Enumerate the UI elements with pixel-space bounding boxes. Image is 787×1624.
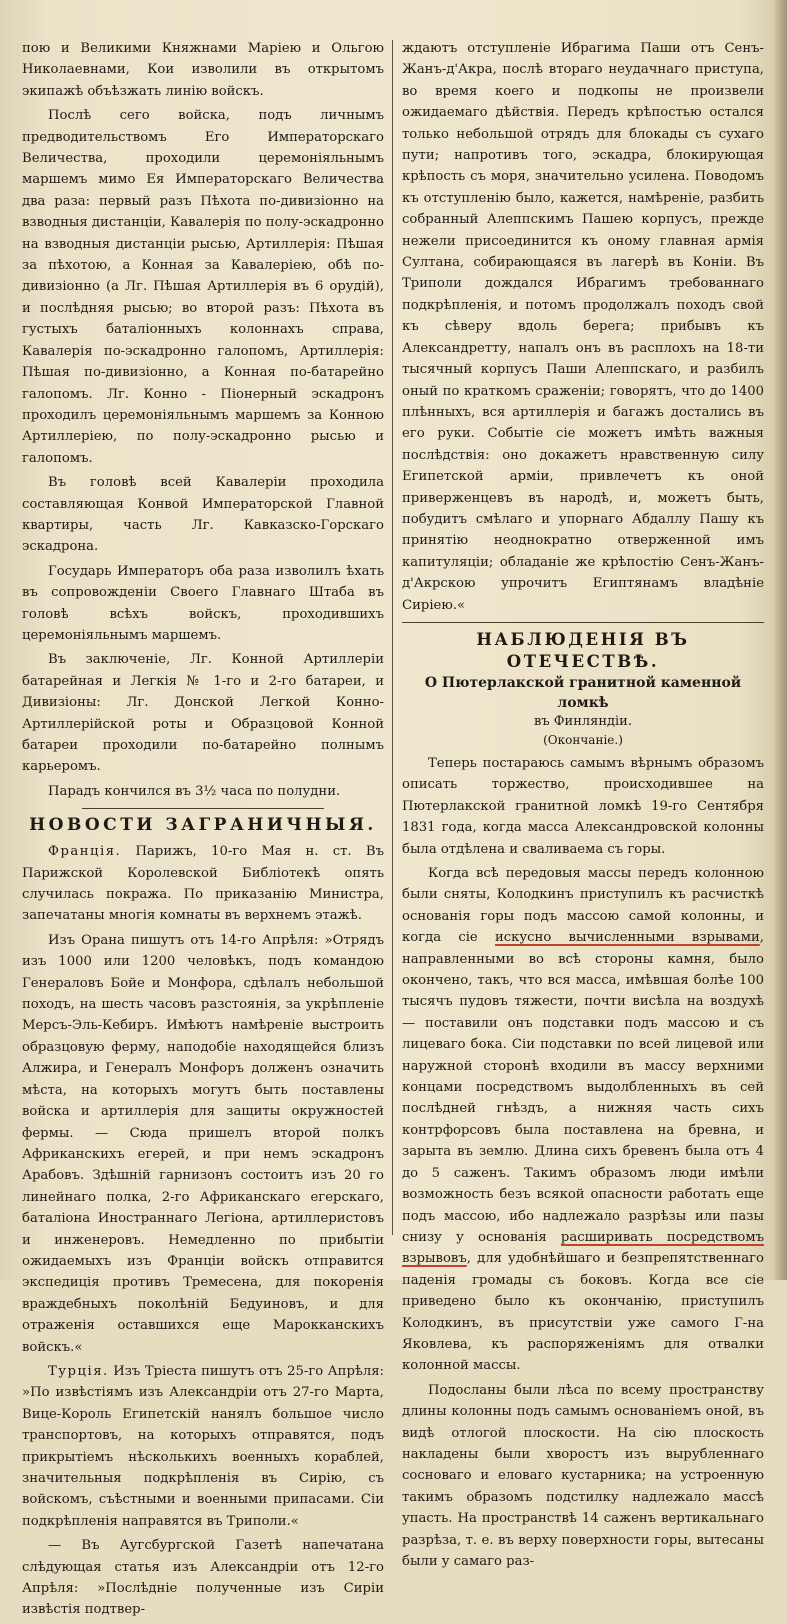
paragraph: Послѣ сего войска, подъ личнымъ предводительствомъ Его Императорскаго Величества, проходили церемонiяльнымъ маршемъ мимо Ея Императорскаго Величества два раза: первый разъ Пѣхота по-дивизiонно на взводныя дистанцiи, Кавалерiя по полу-эскадронно на взводныя дистанцiи рысью, Артиллерiя: Пѣшая за пѣхотою, а Конная за Кавалерiею, обѣ по-дивизiонно (а Лг. Пѣшая Артиллерiя въ 6 орудiй), и послѣдняя рысью; во второй разъ: Пѣхота въ густыхъ баталiонныхъ колоннахъ справа, Кавалерiя по-эскадронно галопомъ, Артиллерiя: Пѣшая по-дивизiонно, а Конная по-батарейно галопомъ. Лг. Конно - Пiонерный эскадронъ проходилъ церемонiяльнымъ маршемъ за Конною Артиллерiею, по полу-эскадронно рысью и галопомъ. bbox=[22, 108, 384, 466]
paragraph: пою и Великими Княжнами Марiею и Ольгою Николаевнами, Кои изволили въ открытомъ экипажѣ объѣзжать линiю войскъ. bbox=[22, 41, 384, 99]
paragraph: Изъ Орана пишутъ отъ 14-го Апрѣля: »Отрядъ изъ 1000 или 1200 человѣкъ, подъ командою Генераловъ Бойе и Монфора, сдѣлалъ небольшой походъ, на шесть часовъ разстоянiя, за укрѣпленiе Мерсъ-Эль-Кебиръ. Имѣютъ намѣренiе выстроить образцовую ферму, наподобiе находящейся близъ Алжира, и Генералъ Монфоръ долженъ означить мѣста, на которыхъ могутъ быть поставлены войска и артиллерiя для защиты окружностей фермы. — Сюда пришелъ второй полкъ Африканскихъ егерей, и при немъ эскадронъ Арабовъ. Здѣшнiй гарнизонъ состоитъ изъ 20 го линейнаго полка, 2-го Африканскаго егерскаго, баталiона Иностраннаго Легiона, артиллеристовъ и инженеровъ. Немедленно по прибытiи ожидаемыхъ изъ Францiи войскъ отправится экспедицiя противъ Тремесена, для покоренiя враждебныхъ поколѣнiй Бедуиновъ, и для отраженiя оставшихся еще Марокканскихъ войскъ.« bbox=[22, 932, 384, 1355]
article-title: О Пютерлакской гранитной каменной ломкѣ bbox=[424, 674, 742, 711]
country-label: Францiя. bbox=[48, 844, 122, 860]
country-label: Турцiя. bbox=[48, 1363, 109, 1379]
section-divider bbox=[82, 808, 324, 809]
left-column bbox=[22, 38, 384, 1624]
column-divider bbox=[392, 40, 393, 1235]
paragraph-france bbox=[22, 841, 384, 927]
page-edge-shadow bbox=[773, 0, 787, 1280]
news-heading: НОВОСТИ ЗАГРАНИЧНЫЯ. bbox=[29, 815, 377, 836]
paragraph: Парадъ кончился въ 3½ часа по полудни. bbox=[48, 783, 341, 799]
right-column bbox=[402, 38, 764, 1575]
paragraph-text: , для удобнѣйшаго и безпрепятственнаго паденiя громады съ боковъ. Когда все сiе приведено было къ окончанiю, приступилъ Колодкинъ, въ присутствiи уже самого Г-на Яковлева, къ распоряженiямъ для отвалки колонной массы. bbox=[402, 1251, 764, 1374]
paragraph: Подосланы были лѣса по всему пространству длины колонны подъ самымъ основанiемъ оной, въ видѣ отлогой плоскости. На сiю плоскость накладены были хворостъ изъ вырубленнаго сосноваго и еловаго кустарника; на устроенную такимъ образомъ подстилку надлежало массѣ упасть. На пространствѣ 14 саженъ вертикальнаго разрѣза, т. е. въ верху поверхности горы, вытесаны были у самаго раз- bbox=[402, 1382, 764, 1569]
continuation-note: (Окончанiе.) bbox=[543, 732, 623, 747]
paragraph-turkey bbox=[22, 1361, 384, 1532]
paragraph-text: Когда всѣ передовыя массы передъ колонною были сняты, Колодкинъ приступилъ къ расчисткѣ основанiя горы подъ массою самой колонны, и когда сiе bbox=[402, 866, 764, 946]
section-divider bbox=[402, 622, 764, 623]
red-underline-annotation: искусно вычисленными взрывами bbox=[494, 930, 760, 946]
paragraph: Теперь постараюсь самымъ вѣрнымъ образомъ описать торжество, происходившее на Пютерлакской гранитной ломкѣ 19-го Сентября 1831 года, когда масса Александровской колонны была отдѣлена и сваливаема съ горы. bbox=[402, 755, 764, 857]
paragraph: Въ заключенiе, Лг. Конной Артиллерiи батарейная и Легкiя № 1-го и 2-го батареи, и Дивизiоны: Лг. Донской Легкой Конно-Артиллерiйской роты и Образцовой Конной батареи проходили по-батарейно полнымъ карьеромъ. bbox=[22, 652, 384, 775]
paragraph: — Въ Аугсбургской Газетѣ напечатана слѣдующая статья изъ Александрiи отъ 12-го Апрѣля: »Послѣднiе полученные изъ Сирiи извѣстiя подтвер- bbox=[22, 1538, 384, 1618]
paragraph: ждаютъ отступленiе Ибрагима Паши отъ Сенъ-Жанъ-д'Акра, послѣ втораго неудачнаго приступа, во время коего и подкопы не произвели ожидаемаго дѣйствiя. Передъ крѣпостью остался только небольшой отрядъ для блокады съ сухаго пути; напротивъ того, эскадра, блокирующая крѣпость съ моря, значительно усилена. Поводомъ къ отступленiю было, кажется, намѣренiе, разбить собранный Алеппскимъ Пашею корпусъ, прежде нежели присоединится къ оному главная армiя Султана, собирающаяся въ лагерѣ въ Конiи. Въ Триполи дождался Ибрагимъ требованнаго подкрѣпленiя, и потомъ продолжалъ походъ свой къ сѣверу вдоль берега; прибывъ къ Александретту, напалъ онъ въ расплохъ на 18-ти тысячный корпусъ Паши Алеппскаго, и разбилъ оный по краткомъ сраженiи; говорятъ, что до 1400 плѣнныхъ, вся артиллерiя и багажъ достались въ его руки. Событiе сiе можетъ имѣть важныя послѣдствiя: оно докажетъ нравственную силу Египетской армiи, привлечетъ къ оной приверженцевъ въ народѣ, и, можетъ быть, побудитъ смѣлаго и упорнаго Абдаллу Пашу къ принятiю неоднократно отверженной имъ капитуляцiи; обладанiе же крѣпостiю Сенъ-Жанъ-д'Акрскою упрочитъ Египтянамъ владѣнiе Сирiею.« bbox=[402, 41, 764, 613]
paragraph: Въ головѣ всей Кавалерiи проходила составляющая Конвой Императорской Главной квартиры, часть Лг. Кавказско-Горскаго эскадрона. bbox=[22, 475, 384, 555]
article-subtitle: въ Финляндiи. bbox=[534, 713, 632, 729]
paragraph: Государь Императоръ оба раза изволилъ ѣхать въ сопровожденiи Своего Главнаго Штаба въ головѣ всѣхъ войскъ, проходившихъ церемонiяльнымъ маршемъ. bbox=[22, 563, 384, 643]
paragraph-text: , направленными во всѣ стороны камня, было окончено, такъ, что вся масса, имѣвшая болѣе 100 тысячъ пудовъ тяжести, почти висѣла на воздухѣ — поставили онъ подставки подъ массою и съ лицеваго бока. Сiи подставки по всей лицевой или наружной сторонѣ входили въ массу верхними концами посредствомъ выдолбленныхъ въ сей послѣдней гнѣздъ, а нижняя часть сихъ контрфорсовъ была поставлена на бревна, и зарыта въ землю. Длина сихъ бревенъ была отъ 4 до 5 саженъ. Такимъ образомъ люди имѣли возможность безъ всякой опасности работать еще подъ массою, ибо надлежало разрѣзы или пазы снизу у основанiя bbox=[402, 930, 764, 1245]
paragraph-text: Изъ Трiеста пишутъ отъ 25-го Апрѣля: »По извѣстiямъ изъ Александрiи отъ 27-го Марта, Вице-Король Египетскiй нанялъ большое число транспортовъ, на которыхъ отправятся, подъ прикрытiемъ нѣсколькихъ военныхъ кораблей, значительныя подкрѣпленiя въ Сирiю, съ войскомъ, съѣстными и военными припасами. Сiи подкрѣпленiя направятся въ Триполи.« bbox=[22, 1363, 384, 1529]
red-underline-annotation: расширивать посредствомъ взрывовъ bbox=[402, 1229, 764, 1267]
observations-heading: НАБЛЮДЕНIЯ ВЪ ОТЕЧЕСТВѢ. bbox=[476, 629, 690, 671]
paragraph-text: Парижъ, 10-го Мая н. ст. Въ Парижской Королевской Библiотекѣ опять случилась покража. По приказанiю Министра, запечатаны многiя комнаты въ верхнемъ этажѣ. bbox=[22, 844, 384, 924]
paragraph-annotated bbox=[402, 863, 764, 1377]
